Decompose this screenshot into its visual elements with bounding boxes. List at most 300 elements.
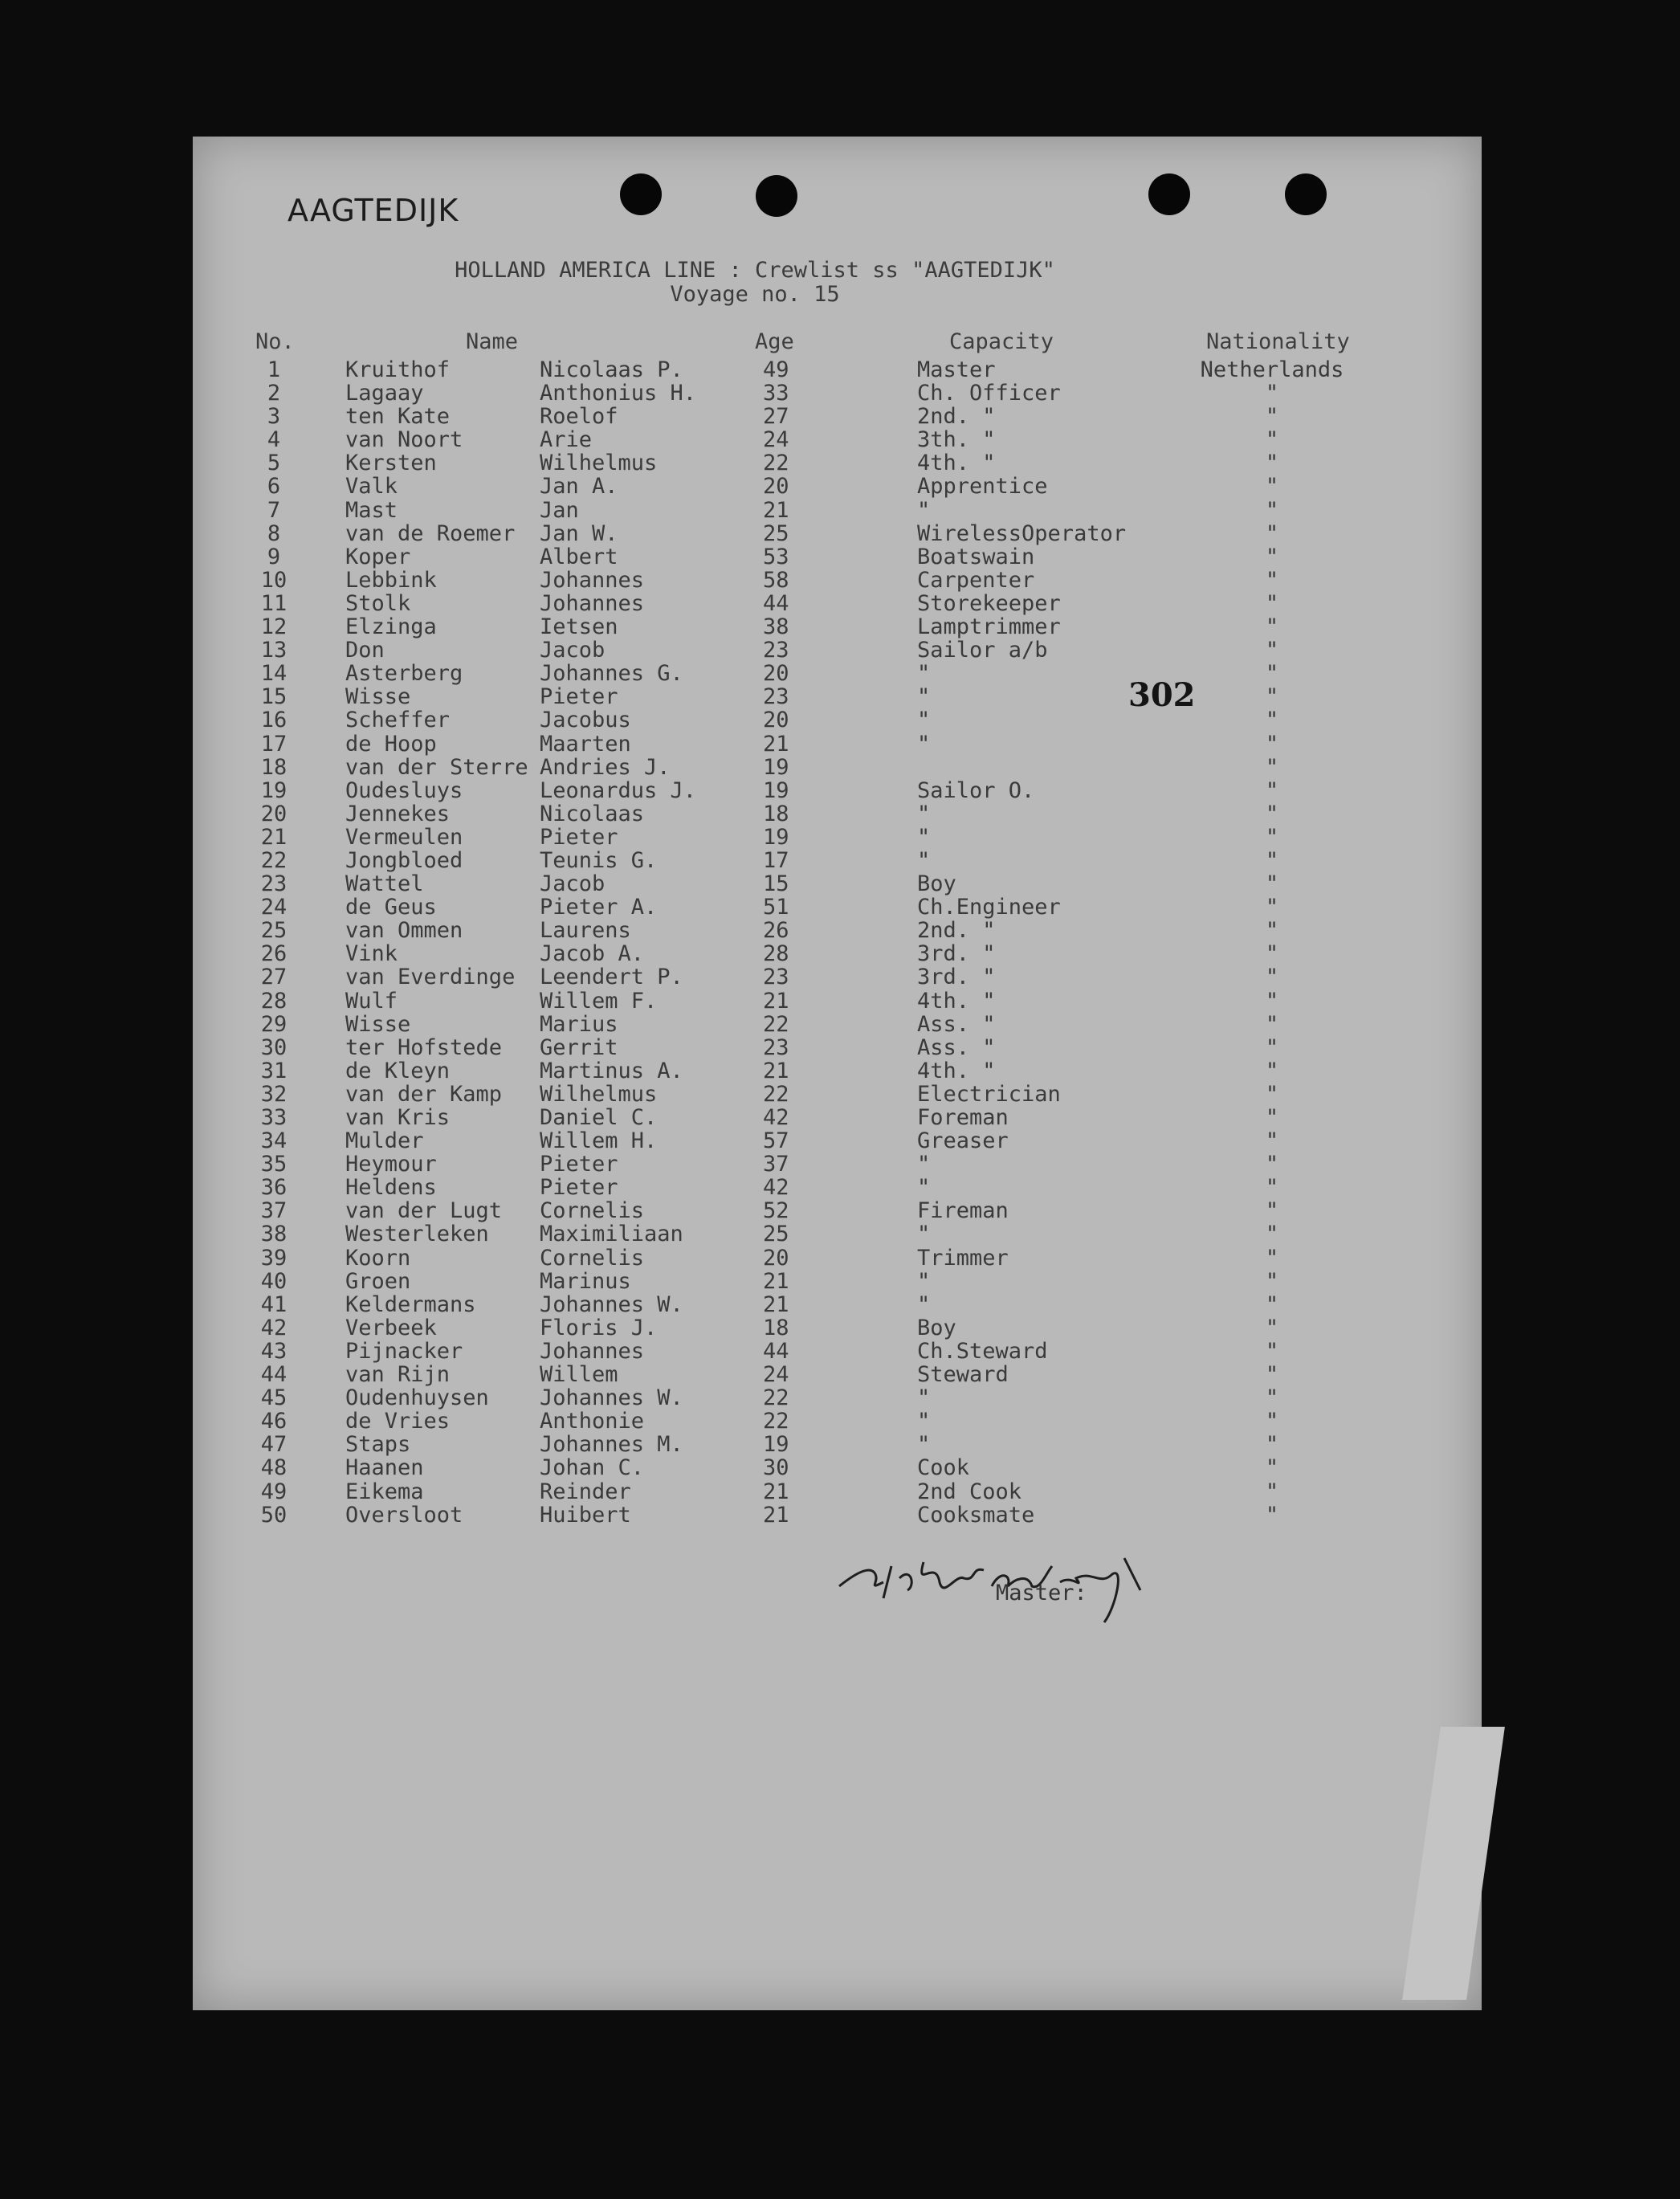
- crew-row: [0, 1503, 1680, 1527]
- crew-given-name: Ietsen: [540, 614, 618, 640]
- crew-nationality: ": [1265, 684, 1279, 710]
- crew-capacity: 3rd. ": [917, 941, 996, 967]
- crew-row: [0, 1036, 1680, 1059]
- crew-age: 20: [763, 474, 789, 500]
- crew-given-name: Wilhelmus: [540, 1081, 658, 1107]
- crew-capacity: ": [917, 1222, 931, 1247]
- crew-capacity: Boy: [917, 1315, 956, 1340]
- crew-capacity: Storekeeper: [917, 590, 1061, 616]
- crew-nationality: ": [1265, 941, 1279, 967]
- crew-surname: Eikema: [345, 1479, 424, 1504]
- crew-row: [0, 1199, 1680, 1222]
- crew-row: [0, 1106, 1680, 1129]
- crew-given-name: Albert: [540, 544, 618, 569]
- crew-age: 22: [763, 1011, 789, 1037]
- crew-given-name: Willem: [540, 1362, 618, 1388]
- crew-capacity: Electrician: [917, 1081, 1061, 1107]
- crew-row: [0, 685, 1680, 708]
- crew-row: [0, 1059, 1680, 1083]
- crew-row: [0, 1363, 1680, 1386]
- crew-no: 34: [260, 1128, 287, 1154]
- crew-row: [0, 872, 1680, 896]
- crew-given-name: Johannes G.: [540, 661, 683, 687]
- crew-given-name: Pieter: [540, 824, 618, 850]
- crew-age: 42: [763, 1105, 789, 1130]
- crew-surname: Vink: [345, 941, 398, 967]
- crew-nationality: ": [1265, 1291, 1279, 1317]
- crew-row: [0, 1456, 1680, 1479]
- punch-hole: [620, 173, 662, 215]
- crew-nationality: ": [1265, 988, 1279, 1014]
- crew-no: 22: [260, 847, 287, 873]
- punch-hole: [1148, 173, 1190, 215]
- crew-capacity: ": [917, 497, 931, 523]
- crew-capacity: Apprentice: [917, 474, 1048, 500]
- crew-surname: Verbeek: [345, 1315, 437, 1340]
- crew-row: [0, 1386, 1680, 1410]
- crew-capacity: Ass. ": [917, 1034, 996, 1060]
- crew-nationality: ": [1265, 404, 1279, 430]
- crew-given-name: Johannes: [540, 1338, 645, 1364]
- crew-age: 28: [763, 941, 789, 967]
- header-no: No.: [255, 329, 295, 354]
- crew-no: 4: [267, 427, 281, 453]
- crew-no: 46: [260, 1409, 287, 1434]
- crew-age: 53: [763, 544, 789, 569]
- crew-nationality: ": [1265, 590, 1279, 616]
- crew-age: 20: [763, 661, 789, 687]
- crew-surname: Lebbink: [345, 567, 437, 593]
- crew-no: 38: [260, 1222, 287, 1247]
- crew-row: [0, 1222, 1680, 1246]
- crew-no: 27: [260, 965, 287, 990]
- crew-nationality: ": [1265, 1455, 1279, 1481]
- crew-row: [0, 942, 1680, 965]
- crew-capacity: ": [917, 824, 931, 850]
- crew-no: 32: [260, 1081, 287, 1107]
- crew-row: [0, 1083, 1680, 1106]
- crew-nationality: ": [1265, 1034, 1279, 1060]
- crew-capacity: Sailor a/b: [917, 638, 1048, 663]
- crew-given-name: Marius: [540, 1011, 618, 1037]
- crew-capacity: ": [917, 847, 931, 873]
- crew-no: 25: [260, 918, 287, 944]
- crew-row: [0, 522, 1680, 545]
- crew-capacity: ": [917, 1291, 931, 1317]
- crew-row: [0, 662, 1680, 685]
- crew-row: [0, 989, 1680, 1013]
- crew-surname: Staps: [345, 1432, 411, 1458]
- crew-row: [0, 1480, 1680, 1503]
- crew-surname: van der Sterre: [345, 754, 528, 780]
- crew-given-name: Martinus A.: [540, 1058, 683, 1083]
- crew-capacity: 2nd. ": [917, 404, 996, 430]
- crew-capacity: ": [917, 731, 931, 757]
- crew-no: 21: [260, 824, 287, 850]
- crew-surname: Don: [345, 638, 385, 663]
- crew-capacity: ": [917, 661, 931, 687]
- crew-given-name: Arie: [540, 427, 593, 453]
- crew-no: 13: [260, 638, 287, 663]
- crew-row: [0, 1246, 1680, 1270]
- crew-capacity: ": [917, 1432, 931, 1458]
- crew-age: 24: [763, 427, 789, 453]
- crew-nationality: ": [1265, 1081, 1279, 1107]
- crew-row: [0, 499, 1680, 522]
- crew-given-name: Jan: [540, 497, 579, 523]
- crew-surname: van Kris: [345, 1105, 451, 1130]
- crew-no: 37: [260, 1198, 287, 1224]
- crew-row: [0, 849, 1680, 872]
- crew-age: 19: [763, 754, 789, 780]
- master-label: Master:: [996, 1581, 1087, 1605]
- crew-given-name: Pieter A.: [540, 895, 658, 920]
- crew-surname: van de Roemer: [345, 520, 516, 546]
- title-line-2: Voyage no. 15: [670, 282, 840, 307]
- crew-nationality: ": [1265, 1479, 1279, 1504]
- crew-given-name: Jacob: [540, 638, 606, 663]
- crew-given-name: Pieter: [540, 1175, 618, 1201]
- crew-given-name: Willem H.: [540, 1128, 658, 1154]
- crew-surname: Oudesluys: [345, 777, 463, 803]
- crew-given-name: Cornelis: [540, 1198, 645, 1224]
- punch-hole: [756, 175, 797, 217]
- crew-no: 1: [267, 357, 281, 382]
- crew-no: 10: [260, 567, 287, 593]
- crew-nationality: ": [1265, 1011, 1279, 1037]
- crew-nationality: ": [1265, 801, 1279, 826]
- crew-age: 21: [763, 988, 789, 1014]
- crew-surname: Valk: [345, 474, 398, 500]
- crew-capacity: Lamptrimmer: [917, 614, 1061, 640]
- crew-given-name: Leendert P.: [540, 965, 683, 990]
- crew-given-name: Nicolaas: [540, 801, 645, 826]
- crew-no: 42: [260, 1315, 287, 1340]
- crew-given-name: Johannes W.: [540, 1291, 683, 1317]
- crew-given-name: Nicolaas P.: [540, 357, 683, 382]
- crew-nationality: ": [1265, 1058, 1279, 1083]
- crew-age: 23: [763, 1034, 789, 1060]
- crew-capacity: Sailor O.: [917, 777, 1035, 803]
- crew-given-name: Wilhelmus: [540, 451, 658, 476]
- crew-nationality: ": [1265, 1152, 1279, 1177]
- crew-nationality: ": [1265, 1245, 1279, 1271]
- crew-row: [0, 919, 1680, 942]
- crew-capacity: ": [917, 684, 931, 710]
- crew-given-name: Reinder: [540, 1479, 631, 1504]
- crew-given-name: Pieter: [540, 684, 618, 710]
- crew-no: 3: [267, 404, 281, 430]
- crew-surname: ter Hofstede: [345, 1034, 503, 1060]
- crew-surname: Pijnacker: [345, 1338, 463, 1364]
- crew-list: [0, 358, 1680, 1527]
- crew-no: 7: [267, 497, 281, 523]
- crew-nationality: ": [1265, 847, 1279, 873]
- crew-capacity: ": [917, 1175, 931, 1201]
- crew-nationality: ": [1265, 1409, 1279, 1434]
- crew-nationality: ": [1265, 731, 1279, 757]
- crew-nationality: ": [1265, 1175, 1279, 1201]
- crew-row: [0, 1340, 1680, 1363]
- crew-surname: van Noort: [345, 427, 463, 453]
- crew-capacity: Carpenter: [917, 567, 1035, 593]
- crew-surname: Asterberg: [345, 661, 463, 687]
- crew-age: 19: [763, 824, 789, 850]
- crew-capacity: Cook: [917, 1455, 970, 1481]
- crew-surname: Wisse: [345, 1011, 411, 1037]
- crew-surname: Wulf: [345, 988, 398, 1014]
- crew-age: 18: [763, 801, 789, 826]
- crew-row: [0, 381, 1680, 405]
- crew-given-name: Jan W.: [540, 520, 618, 546]
- crew-nationality: ": [1265, 1338, 1279, 1364]
- crew-age: 49: [763, 357, 789, 382]
- crew-surname: de Kleyn: [345, 1058, 451, 1083]
- crew-surname: Jennekes: [345, 801, 451, 826]
- crew-nationality: ": [1265, 824, 1279, 850]
- crew-capacity: Ch.Engineer: [917, 895, 1061, 920]
- crew-nationality: ": [1265, 708, 1279, 733]
- crew-no: 24: [260, 895, 287, 920]
- crew-surname: Wisse: [345, 684, 411, 710]
- crew-no: 8: [267, 520, 281, 546]
- crew-surname: Heldens: [345, 1175, 437, 1201]
- crew-capacity: Steward: [917, 1362, 1009, 1388]
- crew-capacity: Ch.Steward: [917, 1338, 1048, 1364]
- page-number: 302: [1128, 676, 1196, 714]
- crew-given-name: Teunis G.: [540, 847, 658, 873]
- crew-surname: van der Kamp: [345, 1081, 503, 1107]
- crew-capacity: ": [917, 708, 931, 733]
- crew-surname: Oversloot: [345, 1502, 463, 1528]
- crew-capacity: ": [917, 1385, 931, 1411]
- crew-given-name: Cornelis: [540, 1245, 645, 1271]
- crew-nationality: ": [1265, 661, 1279, 687]
- crew-nationality: ": [1265, 474, 1279, 500]
- crew-row: [0, 405, 1680, 428]
- crew-age: 57: [763, 1128, 789, 1154]
- crew-age: 44: [763, 1338, 789, 1364]
- crew-no: 11: [260, 590, 287, 616]
- crew-age: 21: [763, 1268, 789, 1294]
- crew-capacity: ": [917, 1152, 931, 1177]
- crew-capacity: ": [917, 801, 931, 826]
- crew-age: 30: [763, 1455, 789, 1481]
- crew-no: 50: [260, 1502, 287, 1528]
- crew-given-name: Huibert: [540, 1502, 631, 1528]
- crew-age: 24: [763, 1362, 789, 1388]
- crew-nationality: ": [1265, 1502, 1279, 1528]
- crew-age: 21: [763, 731, 789, 757]
- crew-capacity: ": [917, 1268, 931, 1294]
- crew-nationality: ": [1265, 520, 1279, 546]
- crew-nationality: ": [1265, 638, 1279, 663]
- crew-age: 33: [763, 381, 789, 406]
- crew-no: 41: [260, 1291, 287, 1317]
- crew-row: [0, 1316, 1680, 1340]
- crew-age: 25: [763, 1222, 789, 1247]
- crew-nationality: ": [1265, 1432, 1279, 1458]
- crew-surname: van der Lugt: [345, 1198, 503, 1224]
- punch-hole: [1285, 173, 1327, 215]
- crew-nationality: ": [1265, 1362, 1279, 1388]
- crew-surname: Jongbloed: [345, 847, 463, 873]
- crew-nationality: Netherlands: [1200, 357, 1344, 382]
- crew-nationality: ": [1265, 1268, 1279, 1294]
- crew-surname: van Rijn: [345, 1362, 451, 1388]
- crew-given-name: Johannes: [540, 567, 645, 593]
- crew-given-name: Anthonie: [540, 1409, 645, 1434]
- crew-given-name: Johan C.: [540, 1455, 645, 1481]
- crew-capacity: Master: [917, 357, 996, 382]
- column-headers: [0, 329, 1680, 355]
- crew-capacity: Trimmer: [917, 1245, 1009, 1271]
- crew-age: 21: [763, 497, 789, 523]
- crew-row: [0, 1410, 1680, 1433]
- crew-age: 22: [763, 1385, 789, 1411]
- crew-surname: Lagaay: [345, 381, 424, 406]
- crew-row: [0, 708, 1680, 732]
- crew-given-name: Jacobus: [540, 708, 631, 733]
- crew-capacity: 2nd Cook: [917, 1479, 1022, 1504]
- crew-capacity: 3rd. ": [917, 965, 996, 990]
- crew-age: 17: [763, 847, 789, 873]
- crew-nationality: ": [1265, 871, 1279, 897]
- crew-row: [0, 732, 1680, 756]
- crew-given-name: Floris J.: [540, 1315, 658, 1340]
- crew-given-name: Daniel C.: [540, 1105, 658, 1130]
- crew-capacity: 4th. ": [917, 451, 996, 476]
- crew-row: [0, 756, 1680, 779]
- crew-nationality: ": [1265, 1385, 1279, 1411]
- crew-no: 45: [260, 1385, 287, 1411]
- crew-capacity: Ch. Officer: [917, 381, 1061, 406]
- crew-no: 48: [260, 1455, 287, 1481]
- crew-nationality: ": [1265, 567, 1279, 593]
- crew-given-name: Jacob: [540, 871, 606, 897]
- crew-given-name: Leonardus J.: [540, 777, 697, 803]
- crew-row: [0, 615, 1680, 638]
- crew-no: 20: [260, 801, 287, 826]
- crew-no: 28: [260, 988, 287, 1014]
- crew-age: 22: [763, 451, 789, 476]
- crew-row: [0, 545, 1680, 569]
- crew-capacity: 2nd. ": [917, 918, 996, 944]
- crew-age: 21: [763, 1479, 789, 1504]
- crew-age: 37: [763, 1152, 789, 1177]
- crew-age: 18: [763, 1315, 789, 1340]
- crew-age: 23: [763, 638, 789, 663]
- crew-surname: Koorn: [345, 1245, 411, 1271]
- crew-capacity: Foreman: [917, 1105, 1009, 1130]
- crew-no: 43: [260, 1338, 287, 1364]
- crew-row: [0, 358, 1680, 381]
- header-nationality: Nationality: [1206, 329, 1350, 354]
- crew-age: 20: [763, 1245, 789, 1271]
- crew-surname: van Everdinge: [345, 965, 516, 990]
- crew-given-name: Laurens: [540, 918, 631, 944]
- crew-no: 31: [260, 1058, 287, 1083]
- crew-nationality: ": [1265, 777, 1279, 803]
- crew-nationality: ": [1265, 895, 1279, 920]
- crew-surname: de Vries: [345, 1409, 451, 1434]
- crew-row: [0, 1433, 1680, 1456]
- crew-no: 6: [267, 474, 281, 500]
- crew-no: 35: [260, 1152, 287, 1177]
- crew-age: 15: [763, 871, 789, 897]
- crew-surname: Oudenhuysen: [345, 1385, 489, 1411]
- crew-no: 39: [260, 1245, 287, 1271]
- crew-nationality: ": [1265, 381, 1279, 406]
- crew-no: 47: [260, 1432, 287, 1458]
- crew-age: 21: [763, 1058, 789, 1083]
- crew-age: 25: [763, 520, 789, 546]
- crew-age: 42: [763, 1175, 789, 1201]
- header-name: Name: [466, 329, 519, 354]
- document-title: [353, 259, 1156, 307]
- crew-capacity: Cooksmate: [917, 1502, 1035, 1528]
- crew-surname: Vermeulen: [345, 824, 463, 850]
- crew-no: 40: [260, 1268, 287, 1294]
- crew-row: [0, 451, 1680, 475]
- crew-given-name: Maximiliaan: [540, 1222, 683, 1247]
- crew-nationality: ": [1265, 1315, 1279, 1340]
- crew-capacity: Boatswain: [917, 544, 1035, 569]
- crew-given-name: Maarten: [540, 731, 631, 757]
- crew-given-name: Jacob A.: [540, 941, 645, 967]
- crew-given-name: Pieter: [540, 1152, 618, 1177]
- crew-capacity: 4th. ": [917, 1058, 996, 1083]
- crew-capacity: 3th. ": [917, 427, 996, 453]
- crew-capacity: Boy: [917, 871, 956, 897]
- crew-row: [0, 779, 1680, 802]
- crew-no: 19: [260, 777, 287, 803]
- crew-no: 36: [260, 1175, 287, 1201]
- crew-surname: de Hoop: [345, 731, 437, 757]
- crew-no: 15: [260, 684, 287, 710]
- crew-capacity: ": [917, 1409, 931, 1434]
- crew-given-name: Johannes W.: [540, 1385, 683, 1411]
- crew-age: 23: [763, 684, 789, 710]
- header-age: Age: [755, 329, 794, 354]
- crew-no: 12: [260, 614, 287, 640]
- crew-surname: Heymour: [345, 1152, 437, 1177]
- crew-surname: Kruithof: [345, 357, 451, 382]
- crew-given-name: Andries J.: [540, 754, 671, 780]
- crew-age: 44: [763, 590, 789, 616]
- crew-given-name: Johannes: [540, 590, 645, 616]
- crew-surname: van Ommen: [345, 918, 463, 944]
- crew-nationality: ": [1265, 614, 1279, 640]
- crew-no: 17: [260, 731, 287, 757]
- crew-nationality: ": [1265, 1222, 1279, 1247]
- crew-surname: Stolk: [345, 590, 411, 616]
- crew-surname: Mast: [345, 497, 398, 523]
- crew-row: [0, 569, 1680, 592]
- crew-given-name: Roelof: [540, 404, 618, 430]
- crew-row: [0, 1270, 1680, 1293]
- crew-row: [0, 1293, 1680, 1316]
- crew-no: 26: [260, 941, 287, 967]
- title-line-1: HOLLAND AMERICA LINE : Crewlist ss "AAGTEDIJK": [455, 258, 1055, 283]
- crew-age: 38: [763, 614, 789, 640]
- crew-given-name: Jan A.: [540, 474, 618, 500]
- crew-row: [0, 965, 1680, 989]
- crew-row: [0, 826, 1680, 849]
- crew-surname: Koper: [345, 544, 411, 569]
- crew-surname: Westerleken: [345, 1222, 489, 1247]
- crew-age: 22: [763, 1081, 789, 1107]
